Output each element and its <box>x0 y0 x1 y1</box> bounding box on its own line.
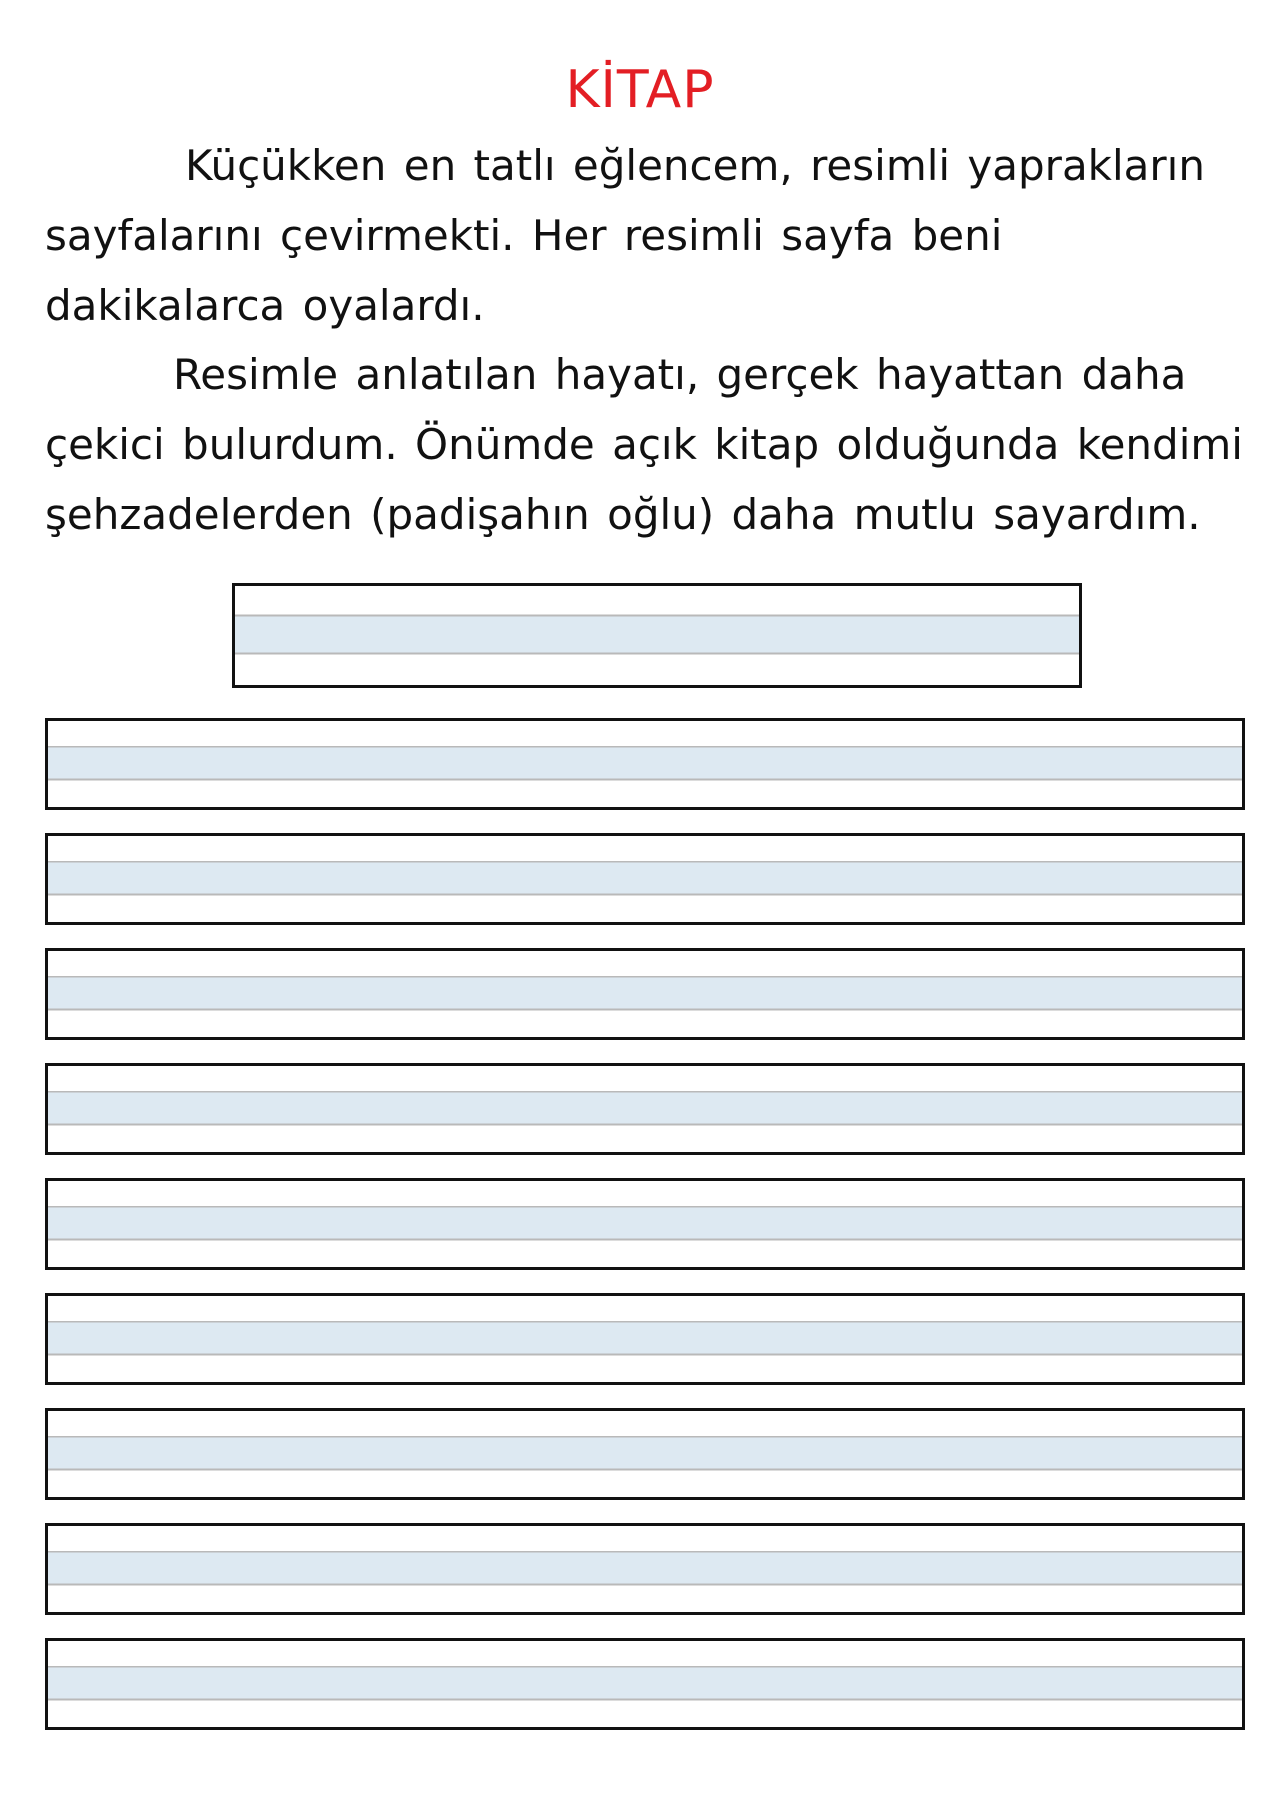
writing-row-8[interactable] <box>45 1523 1245 1615</box>
writing-row-4[interactable] <box>45 1063 1245 1155</box>
writing-row-7[interactable] <box>45 1408 1245 1500</box>
paragraph-2-line-1: Resimle anlatılan hayatı, gerçek hayattan daha <box>173 350 1187 399</box>
title-writing-box[interactable] <box>232 583 1082 688</box>
paragraph-2-line-2: çekici bulurdum. Önümde açık kitap olduğunda kendimi <box>45 420 1243 469</box>
writing-row-5[interactable] <box>45 1178 1245 1270</box>
paragraph-2 <box>45 340 1245 550</box>
writing-row-6[interactable] <box>45 1293 1245 1385</box>
paragraph-1-line-2: sayfalarını çevirmekti. Her resimli sayfa beni <box>45 211 1003 260</box>
writing-row-1[interactable] <box>45 718 1245 810</box>
paragraph-2-line-3: şehzadelerden (padişahın oğlu) daha mutlu sayardım. <box>45 490 1201 539</box>
writing-row-3[interactable] <box>45 948 1245 1040</box>
writing-row-2[interactable] <box>45 833 1245 925</box>
paragraph-1-line-3: dakikalarca oyalardı. <box>45 281 485 330</box>
paragraph-1-line-1: Küçükken en tatlı eğlencem, resimli yaprakların <box>185 141 1205 190</box>
writing-row-9[interactable] <box>45 1638 1245 1730</box>
paragraph-1 <box>45 131 1245 341</box>
page-title: KİTAP <box>565 60 715 120</box>
